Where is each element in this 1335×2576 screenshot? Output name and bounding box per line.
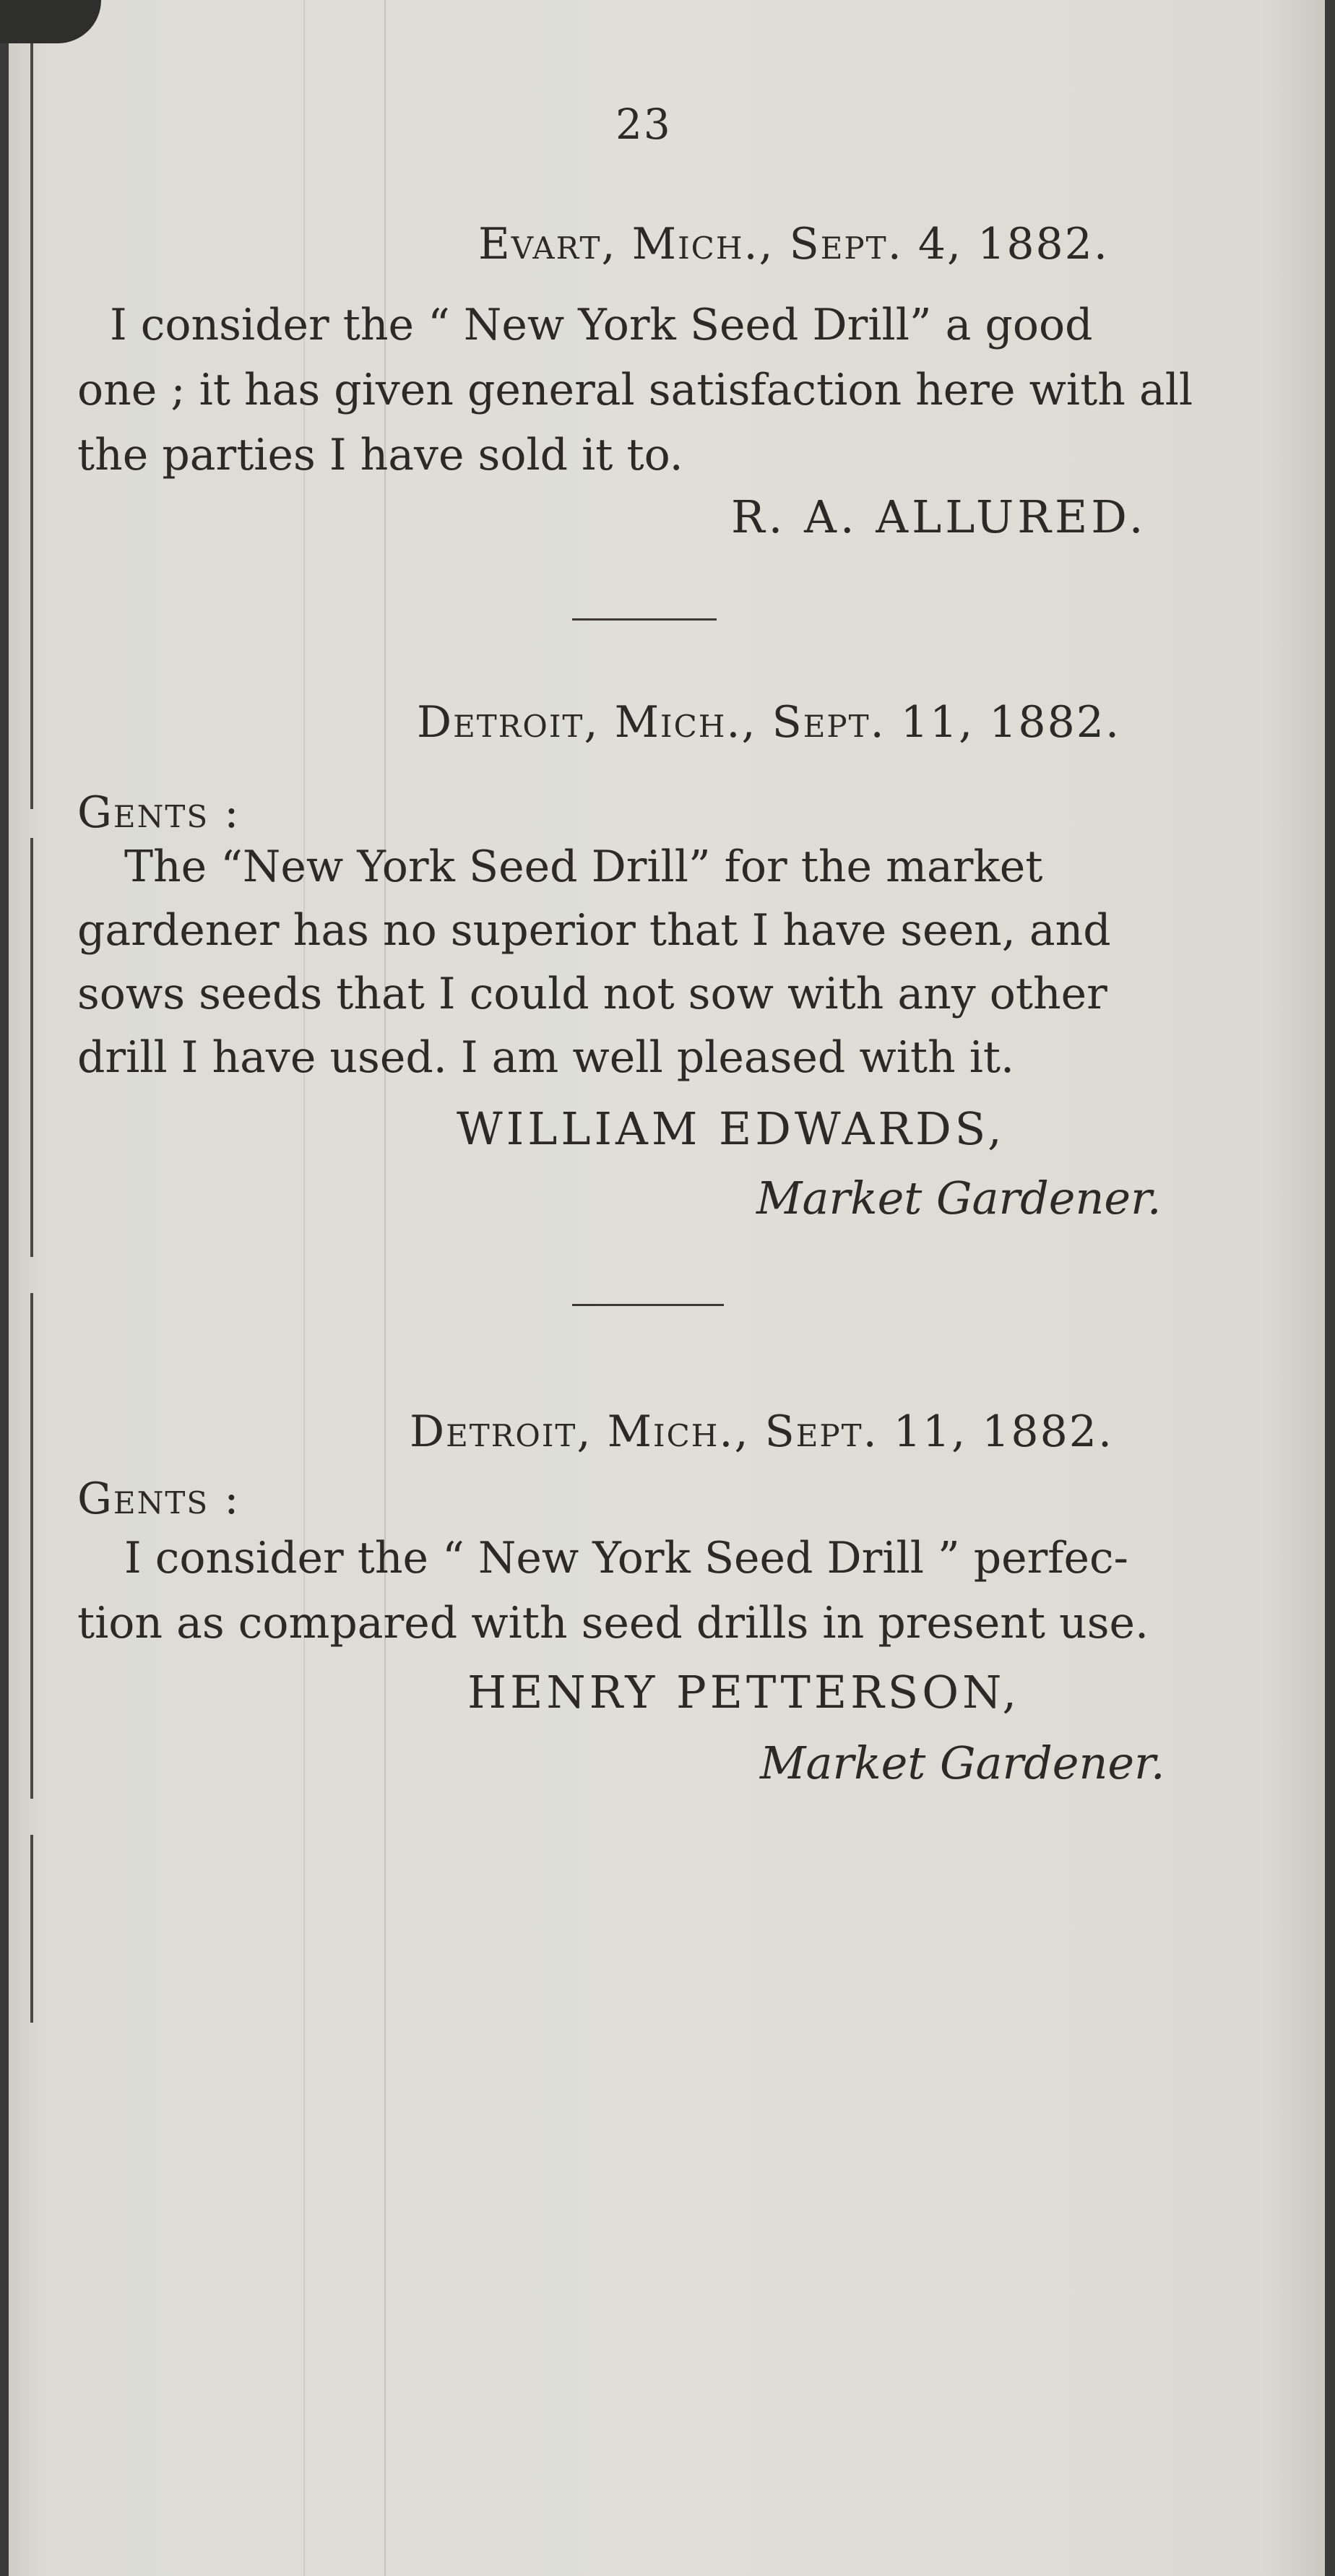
letter-body-line: one ; it has given general satisfaction here with all xyxy=(77,365,1193,415)
letter-signature: R. A. ALLURED. xyxy=(731,490,1147,543)
letter-dateline: Detroit, Mich., Sept. 11, 1882. xyxy=(417,697,1121,748)
letter-signer-title: Market Gardener. xyxy=(756,1172,1162,1224)
letter-body-line: the parties I have sold it to. xyxy=(77,430,683,480)
letter-salutation: Gents : xyxy=(77,787,241,838)
book-page xyxy=(9,0,1325,2576)
letter-body-line: tion as compared with seed drills in present use. xyxy=(77,1598,1149,1648)
binding-edge-mark xyxy=(30,1835,33,2023)
binding-edge-mark xyxy=(30,838,33,1257)
letter-body-line: gardener has no superior that I have seen, and xyxy=(77,905,1111,956)
section-divider xyxy=(572,618,717,621)
letter-body-line: I consider the “ New York Seed Drill” a good xyxy=(110,300,1093,350)
letter-salutation: Gents : xyxy=(77,1474,241,1524)
letter-signer-title: Market Gardener. xyxy=(760,1737,1165,1789)
letter-dateline: Evart, Mich., Sept. 4, 1882. xyxy=(478,219,1109,269)
letter-signature: HENRY PETTERSON, xyxy=(467,1666,1021,1719)
letter-body-line: drill I have used. I am well pleased with it. xyxy=(77,1032,1015,1083)
binding-edge-mark xyxy=(30,1293,33,1799)
page-number: 23 xyxy=(615,100,672,149)
letter-body-line: The “New York Seed Drill” for the market xyxy=(124,842,1043,892)
letter-dateline: Detroit, Mich., Sept. 11, 1882. xyxy=(410,1406,1114,1457)
binding-edge-mark xyxy=(30,43,33,809)
letter-signature: WILLIAM EDWARDS, xyxy=(457,1102,1006,1155)
section-divider xyxy=(572,1304,724,1306)
letter-body-line: I consider the “ New York Seed Drill ” perfec- xyxy=(124,1533,1128,1583)
letter-body-line: sows seeds that I could not sow with any other xyxy=(77,969,1107,1019)
